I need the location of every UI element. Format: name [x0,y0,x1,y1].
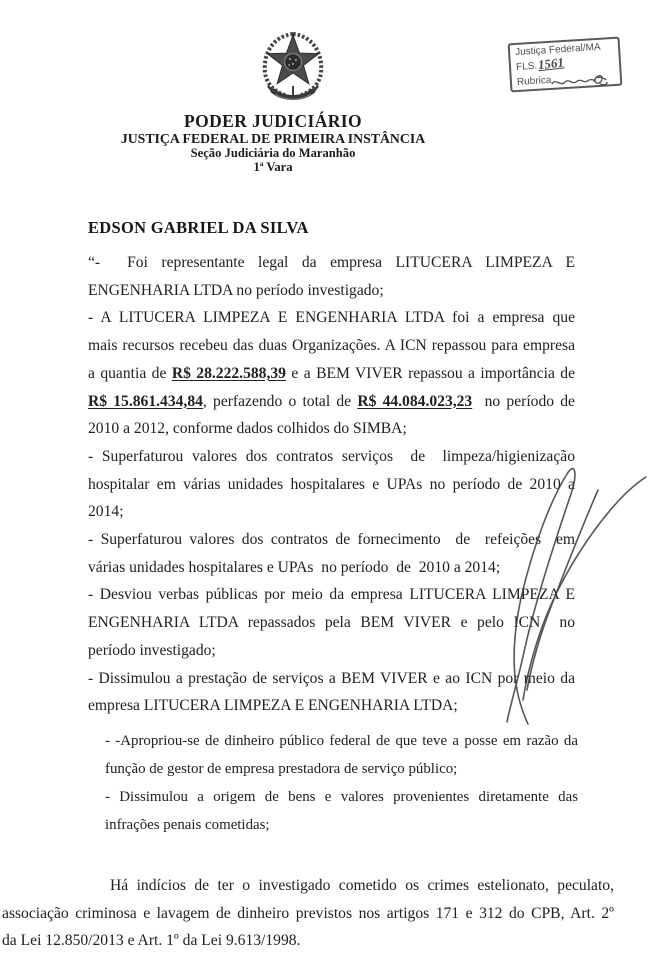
header-section: Seção Judiciária do Maranhão [190,146,356,160]
text-run: e a BEM VIVER repassou a importância de [285,364,576,382]
stamp-fls-number: 1561 [537,53,565,72]
text-run: várias unidades hospitalares e UPAs no período de 2010 a 2014; [88,558,501,576]
text-line [88,581,575,609]
text-line [88,554,575,582]
text-line [88,415,575,443]
stamp-rubrica-label: Rubrica [516,75,552,89]
text-run: - Dissimulou a origem de bens e valores provenientes diretamente das [105,789,578,805]
text-line [105,755,578,783]
text-run: Há indícios de ter o investigado cometido os crimes estelionato, peculato, [110,877,614,894]
text-line [88,498,575,526]
text-run: - Superfaturou valores dos contratos de fornecimento de refeições em [88,531,575,549]
text-line [2,927,614,955]
closing-paragraph-block [2,872,614,955]
text-line [88,360,575,388]
text-line [2,872,614,900]
text-line [88,692,575,720]
text-line [88,609,575,637]
text-run: 2010 a 2012, conforme dados colhidos do SIMBA; [88,420,407,438]
signature-squiggle-icon [550,71,609,91]
main-text-block [88,249,575,720]
stamp-court-name: Justiça Federal/MA [514,41,601,59]
document-header [0,112,546,174]
text-line [88,249,575,277]
text-run: - Superfaturou valores dos contratos serviços de limpeza/higienização [88,447,575,465]
coat-of-arms-icon [254,26,332,106]
amount-highlight: R$ 44.084.023,23 [357,392,473,410]
text-line [88,304,575,332]
amount-highlight: R$ 15.861.434,84 [88,392,203,410]
text-line [88,526,575,554]
header-court: 1ª Vara [253,160,293,174]
text-run: no período de [472,392,575,410]
text-run: empresa LITUCERA LIMPEZA E ENGENHARIA LTDA; [88,697,458,715]
text-run: mais recursos recebeu das duas Organizações. A ICN repassou para empresa [88,337,575,355]
text-run: - -Apropriou-se de dinheiro público federal de que teve a posse em razão da [105,733,578,749]
text-run: - Desviou verbas públicas por meio da empresa LITUCERA LIMPEZA E [88,586,575,604]
text-line [88,388,575,416]
amount-highlight: R$ 28.222.588,39 [171,364,286,382]
text-line [2,900,614,928]
text-run: 2014; [88,503,124,521]
text-run: “- Foi representante legal da empresa LITUCERA LIMPEZA E [88,254,575,271]
investigated-name-heading: EDSON GABRIEL DA SILVA [88,218,309,237]
text-line [105,811,578,839]
indented-text-block [105,727,578,839]
text-line [105,727,578,755]
text-run: , perfazendo o total de [202,392,358,410]
header-title: PODER JUDICIÁRIO [183,111,362,131]
text-run: função de gestor de empresa prestadora de serviço público; [105,761,458,777]
text-line [88,277,575,305]
stamp-fls-label: FLS. [515,60,538,73]
header-subtitle: JUSTIÇA FEDERAL DE PRIMEIRA INSTÂNCIA [120,131,426,146]
text-line [105,783,578,811]
text-line [88,332,575,360]
text-line [88,443,575,471]
text-run: hospitalar em várias unidades hospitalares e UPAs no período de 2010 a [88,475,575,493]
text-line [88,665,575,693]
text-run: ENGENHARIA LTDA no período investigado; [88,281,384,299]
text-run: - A LITUCERA LIMPEZA E ENGENHARIA LTDA foi a empresa que [88,309,575,327]
text-run: infrações penais cometidas; [105,817,270,833]
text-run: período investigado; [88,641,216,659]
text-run: - Dissimulou a prestação de serviços a BEM VIVER e ao ICN por meio da [88,669,575,687]
text-line [88,637,575,665]
registry-stamp [508,37,623,93]
text-run: da Lei 12.850/2013 e Art. 1º da Lei 9.613/1998. [2,932,301,949]
text-run: ENGENHARIA LTDA repassados pela BEM VIVER e pelo ICN no [88,614,575,632]
text-run: associação criminosa e lavagem de dinheiro previstos nos artigos 171 e 312 do CPB, Art. 2º [2,904,614,922]
text-run: a quantia de [88,364,172,382]
text-line [88,471,575,499]
